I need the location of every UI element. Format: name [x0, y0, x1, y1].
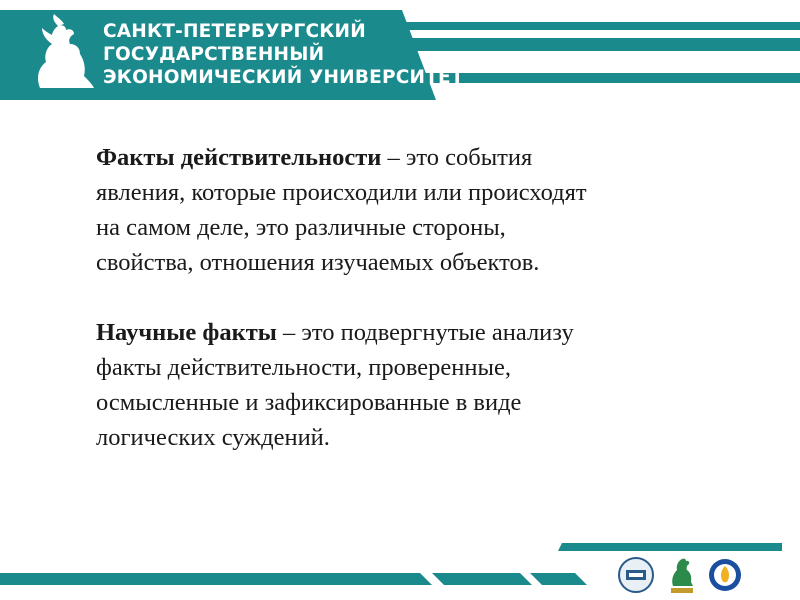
term-scientific-facts: Научные факты	[96, 319, 277, 346]
griffin-logo-2	[667, 552, 697, 596]
definition-text: – это события	[381, 144, 533, 171]
emblem-logo-3	[707, 557, 743, 593]
emblem-logo-1	[617, 556, 655, 594]
paragraph-line: явления, которые происходили или происходят	[96, 179, 587, 206]
university-name-line-3: ЭКОНОМИЧЕСКИЙ УНИВЕРСИТЕТ	[103, 67, 464, 88]
definition-text: – это подвергнутые анализу	[276, 319, 574, 346]
paragraph-line: факты действительности, проверенные,	[96, 354, 511, 381]
university-name-line-1: САНКТ-ПЕТЕРБУРГСКИЙ	[103, 21, 366, 42]
paragraph-line: логических суждений.	[96, 424, 330, 451]
paragraph-line: на самом деле, это различные стороны,	[96, 214, 506, 241]
paragraph-line: свойства, отношения изучаемых объектов.	[96, 249, 540, 276]
university-name-line-2: ГОСУДАРСТВЕННЫЙ	[103, 44, 325, 65]
paragraph-line: осмысленные и зафиксированные в виде	[96, 389, 522, 416]
term-facts-of-reality: Факты действительности	[96, 144, 382, 171]
